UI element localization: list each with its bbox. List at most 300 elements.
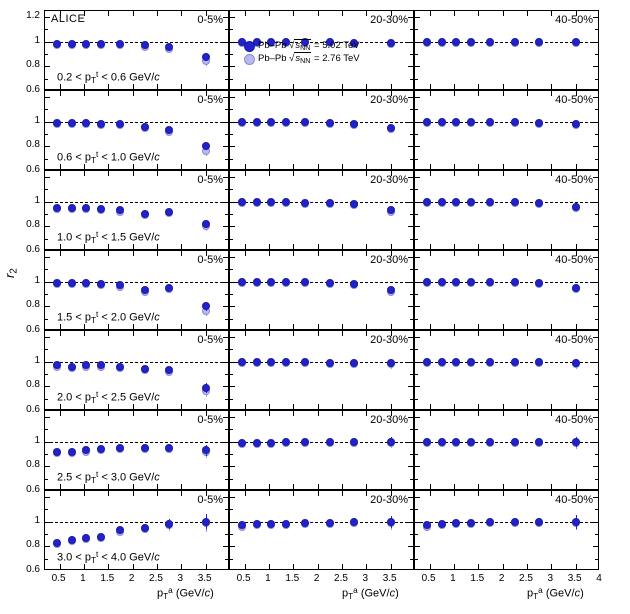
x-tick [108, 491, 109, 496]
x-tick [293, 331, 294, 336]
x-tick [503, 491, 504, 496]
x-tick [430, 251, 431, 256]
y-tick-minor [410, 374, 413, 375]
x-tick [478, 244, 479, 249]
x-tick [454, 324, 455, 329]
y-tick-label: 0.8 [26, 219, 40, 231]
x-tick [503, 251, 504, 256]
x-tick [318, 164, 319, 169]
data-point [438, 438, 446, 446]
y-tick-minor [410, 454, 413, 455]
data-point [68, 119, 76, 127]
x-tick-label: 0.5 [421, 573, 436, 584]
x-tick [318, 11, 319, 16]
y-tick [45, 282, 50, 283]
y-tick-minor [595, 214, 598, 215]
y-tick [230, 42, 235, 43]
x-tick [576, 324, 577, 329]
data-point [68, 40, 76, 48]
y-tick-label: 1 [34, 194, 40, 206]
reference-line [45, 442, 228, 443]
x-tick-label: 1.5 [470, 573, 485, 584]
x-tick [108, 11, 109, 16]
x-tick [454, 244, 455, 249]
x-tick-label: 0.5 [236, 573, 251, 584]
y-tick [223, 417, 228, 418]
x-tick [478, 564, 479, 569]
data-point [438, 38, 446, 46]
y-tick [45, 202, 50, 203]
y-tick [223, 282, 228, 283]
y-tick [415, 17, 420, 18]
x-tick-label: 1.5 [100, 573, 115, 584]
x-tick [318, 564, 319, 569]
centrality-label: 20-30% [370, 174, 408, 186]
x-tick [366, 84, 367, 89]
y-tick [593, 497, 598, 498]
x-tick [527, 91, 528, 96]
x-tick [269, 171, 270, 176]
data-point [238, 198, 246, 206]
x-tick [478, 404, 479, 409]
data-point [282, 198, 290, 206]
y-tick [408, 362, 413, 363]
y-tick [408, 417, 413, 418]
y-tick-minor [230, 159, 233, 160]
x-tick [391, 564, 392, 569]
x-tick [366, 11, 367, 16]
centrality-label: 0-5% [197, 14, 223, 26]
y-tick [415, 466, 420, 467]
x-tick [527, 244, 528, 249]
y-tick-label: 0.6 [26, 404, 40, 415]
x-tick [342, 331, 343, 336]
y-tick [45, 17, 50, 18]
y-tick-minor [595, 109, 598, 110]
x-tick [181, 411, 182, 416]
x-tick [84, 491, 85, 496]
x-tick [181, 491, 182, 496]
y-tick-minor [410, 214, 413, 215]
y-tick [415, 97, 420, 98]
x-tick [503, 164, 504, 169]
x-tick [527, 171, 528, 176]
data-point [438, 118, 446, 126]
y-tick-minor [410, 319, 413, 320]
x-tick [133, 331, 134, 336]
x-tick [269, 411, 270, 416]
x-tick [60, 171, 61, 176]
data-point [202, 518, 210, 526]
y-tick [593, 442, 598, 443]
x-tick [342, 244, 343, 249]
data-point [511, 198, 519, 206]
x-tick [84, 411, 85, 416]
x-tick [245, 171, 246, 176]
x-tick [269, 84, 270, 89]
data-point [350, 438, 358, 446]
x-tick [454, 331, 455, 336]
x-tick [108, 91, 109, 96]
y-tick-minor [230, 54, 233, 55]
x-tick [293, 251, 294, 256]
x-tick [576, 404, 577, 409]
x-tick [293, 84, 294, 89]
y-tick-label: 1 [34, 434, 40, 446]
y-tick-minor [230, 429, 233, 430]
y-tick-minor [410, 399, 413, 400]
x-tick [206, 84, 207, 89]
x-tick [342, 491, 343, 496]
x-tick [527, 84, 528, 89]
y-tick-minor [415, 319, 418, 320]
x-tick [293, 164, 294, 169]
y-tick-minor [230, 509, 233, 510]
y-tick-minor [225, 429, 228, 430]
x-tick [527, 324, 528, 329]
reference-line [45, 202, 228, 203]
y-tick-minor [225, 509, 228, 510]
y-tick-minor [415, 479, 418, 480]
x-tick [342, 164, 343, 169]
y-tick-minor [595, 429, 598, 430]
y-tick [230, 522, 235, 523]
x-tick [478, 171, 479, 176]
data-point [511, 118, 519, 126]
x-tick [454, 164, 455, 169]
x-tick [293, 411, 294, 416]
y-tick-minor [415, 54, 418, 55]
y-tick-minor [225, 134, 228, 135]
y-tick [408, 42, 413, 43]
x-tick-label: 2.5 [519, 573, 533, 584]
y-tick-minor [415, 349, 418, 350]
y-tick [415, 42, 420, 43]
y-tick-minor [410, 349, 413, 350]
x-tick [430, 411, 431, 416]
y-tick-minor [45, 399, 48, 400]
x-tick [551, 91, 552, 96]
y-tick-minor [225, 374, 228, 375]
x-tick [576, 84, 577, 89]
data-point [53, 448, 61, 456]
y-tick [415, 417, 420, 418]
y-tick [45, 522, 50, 523]
x-tick [84, 171, 85, 176]
panel-row2-col0 [44, 170, 229, 250]
x-tick [157, 411, 158, 416]
y-tick [223, 362, 228, 363]
x-tick [245, 251, 246, 256]
x-tick [454, 84, 455, 89]
y-tick [408, 17, 413, 18]
y-tick [593, 522, 598, 523]
y-tick-minor [225, 189, 228, 190]
y-tick [415, 337, 420, 338]
data-point [326, 199, 334, 207]
data-point [467, 358, 475, 366]
panel-row0-col1 [229, 10, 414, 90]
x-tick [503, 91, 504, 96]
x-tick [430, 484, 431, 489]
data-point [238, 278, 246, 286]
panel-row4-col1 [229, 330, 414, 410]
y-tick-minor [415, 374, 418, 375]
x-tick [245, 411, 246, 416]
x-tick [503, 404, 504, 409]
data-point [511, 278, 519, 286]
data-point [387, 124, 395, 132]
y-tick-minor [225, 559, 228, 560]
x-tick [551, 164, 552, 169]
y-tick [45, 442, 50, 443]
y-tick-minor [595, 349, 598, 350]
y-tick [230, 362, 235, 363]
data-point [423, 118, 431, 126]
x-tick [527, 251, 528, 256]
y-tick-minor [45, 189, 48, 190]
x-tick-label: 3.5 [382, 573, 397, 584]
x-tick [391, 324, 392, 329]
y-tick-label: 0.8 [26, 59, 40, 71]
panel-row6-col2 [414, 490, 599, 570]
data-point [282, 278, 290, 286]
y-tick-minor [415, 399, 418, 400]
y-tick-minor [45, 319, 48, 320]
x-tick [478, 84, 479, 89]
x-tick [181, 251, 182, 256]
x-tick-label: 2 [498, 573, 505, 584]
y-tick [593, 226, 598, 227]
x-tick [342, 91, 343, 96]
y-tick [415, 497, 420, 498]
y-tick [593, 122, 598, 123]
data-point [253, 278, 261, 286]
panel-row2-col2 [414, 170, 599, 250]
y-tick-minor [415, 159, 418, 160]
y-tick [408, 257, 413, 258]
x-tick [269, 484, 270, 489]
data-point [438, 358, 446, 366]
y-tick [415, 177, 420, 178]
y-tick [223, 337, 228, 338]
y-tick-minor [45, 429, 48, 430]
data-point [53, 539, 61, 547]
x-tick [503, 324, 504, 329]
x-tick [133, 11, 134, 16]
centrality-label: 20-30% [370, 334, 408, 346]
y-tick [408, 522, 413, 523]
y-tick-minor [45, 269, 48, 270]
x-tick [551, 331, 552, 336]
x-tick [245, 331, 246, 336]
y-tick-minor [225, 29, 228, 30]
y-tick-minor [230, 189, 233, 190]
x-tick [454, 484, 455, 489]
x-tick [576, 164, 577, 169]
x-axis-title: $p_T^a$ (GeV/c) [342, 586, 399, 601]
y-tick [45, 66, 50, 67]
x-tick [318, 84, 319, 89]
x-tick [503, 411, 504, 416]
x-tick [181, 164, 182, 169]
y-tick-minor [225, 319, 228, 320]
x-tick [366, 491, 367, 496]
y-tick [230, 282, 235, 283]
y-tick [593, 97, 598, 98]
y-tick-minor [45, 374, 48, 375]
data-point [68, 204, 76, 212]
data-point [282, 438, 290, 446]
panel-row6-col0 [44, 490, 229, 570]
y-tick [408, 546, 413, 547]
y-tick-minor [225, 479, 228, 480]
centrality-label: 20-30% [370, 254, 408, 266]
centrality-label: 20-30% [370, 14, 408, 26]
x-tick [269, 564, 270, 569]
x-tick [245, 11, 246, 16]
x-tick [245, 244, 246, 249]
alice-watermark: ALICE [51, 13, 86, 25]
x-tick [245, 484, 246, 489]
x-tick [551, 11, 552, 16]
y-axis-title: $r_2$ [2, 268, 20, 278]
data-point [350, 518, 358, 526]
data-point [165, 208, 173, 216]
data-point [467, 278, 475, 286]
x-tick [181, 331, 182, 336]
x-axis-title: $p_T^a$ (GeV/c) [157, 586, 214, 601]
x-tick-label: 1 [450, 573, 456, 584]
x-tick [108, 411, 109, 416]
y-tick-label: 0.8 [26, 459, 40, 471]
y-tick-minor [230, 349, 233, 350]
y-tick [223, 386, 228, 387]
y-tick [415, 202, 420, 203]
centrality-label: 0-5% [197, 494, 223, 506]
y-tick [45, 417, 50, 418]
y-tick-minor [595, 294, 598, 295]
x-tick [293, 491, 294, 496]
x-tick [318, 491, 319, 496]
x-tick [181, 324, 182, 329]
x-tick [527, 484, 528, 489]
centrality-label: 40-50% [555, 14, 593, 26]
y-tick-minor [595, 269, 598, 270]
x-tick [478, 331, 479, 336]
y-tick [223, 177, 228, 178]
panel-row2-col1 [229, 170, 414, 250]
legend-label-2760: Pb–Pb $√s_{NN} = 2.76$ TeV [258, 53, 360, 65]
y-tick-minor [415, 79, 418, 80]
x-tick [478, 164, 479, 169]
y-tick [223, 202, 228, 203]
y-tick-minor [45, 349, 48, 350]
y-tick-minor [410, 79, 413, 80]
centrality-label: 0-5% [197, 334, 223, 346]
x-tick-label: 2.5 [334, 573, 348, 584]
x-tick-label: 4 [596, 573, 602, 584]
x-tick [527, 411, 528, 416]
data-point [282, 118, 290, 126]
x-tick [454, 411, 455, 416]
data-point [253, 198, 261, 206]
x-tick [318, 91, 319, 96]
x-tick [60, 411, 61, 416]
x-tick [133, 251, 134, 256]
data-point [423, 198, 431, 206]
data-point [68, 448, 76, 456]
x-tick [181, 564, 182, 569]
centrality-label: 20-30% [370, 414, 408, 426]
y-tick-label: 1 [34, 354, 40, 366]
x-tick [84, 91, 85, 96]
y-tick [45, 97, 50, 98]
x-tick [342, 324, 343, 329]
panel-row5-col0 [44, 410, 229, 490]
y-tick [593, 17, 598, 18]
y-tick [230, 442, 235, 443]
y-tick [415, 282, 420, 283]
x-tick [366, 331, 367, 336]
x-tick [551, 411, 552, 416]
data-point [423, 358, 431, 366]
trigger-pt-label: $0.2 < p_T^t < 0.6$ GeV/c [57, 70, 160, 85]
x-tick [157, 251, 158, 256]
y-tick-label: 0.6 [26, 324, 40, 335]
y-tick-minor [45, 109, 48, 110]
x-tick [181, 91, 182, 96]
y-tick [230, 177, 235, 178]
y-tick [45, 466, 50, 467]
x-tick [181, 84, 182, 89]
y-tick [415, 522, 420, 523]
y-tick [593, 202, 598, 203]
x-tick [245, 564, 246, 569]
y-tick [230, 306, 235, 307]
y-tick [45, 122, 50, 123]
x-tick [60, 331, 61, 336]
data-point [423, 278, 431, 286]
y-tick-minor [415, 559, 418, 560]
x-tick [293, 564, 294, 569]
y-tick [415, 226, 420, 227]
y-tick-minor [225, 54, 228, 55]
reference-line [45, 522, 228, 523]
y-tick [223, 42, 228, 43]
data-point [326, 119, 334, 127]
x-tick [269, 331, 270, 336]
x-tick [551, 324, 552, 329]
x-tick [245, 91, 246, 96]
x-tick [478, 484, 479, 489]
y-tick [230, 257, 235, 258]
y-tick-minor [415, 29, 418, 30]
y-tick [408, 122, 413, 123]
y-tick [408, 442, 413, 443]
x-tick [366, 484, 367, 489]
data-point [572, 359, 580, 367]
x-tick [269, 491, 270, 496]
x-tick [478, 491, 479, 496]
x-tick [366, 564, 367, 569]
y-tick [415, 546, 420, 547]
y-tick-minor [410, 189, 413, 190]
centrality-label: 0-5% [197, 254, 223, 266]
x-tick [293, 171, 294, 176]
x-tick [318, 324, 319, 329]
trigger-pt-label: $1.5 < p_T^t < 2.0$ GeV/c [57, 310, 160, 325]
